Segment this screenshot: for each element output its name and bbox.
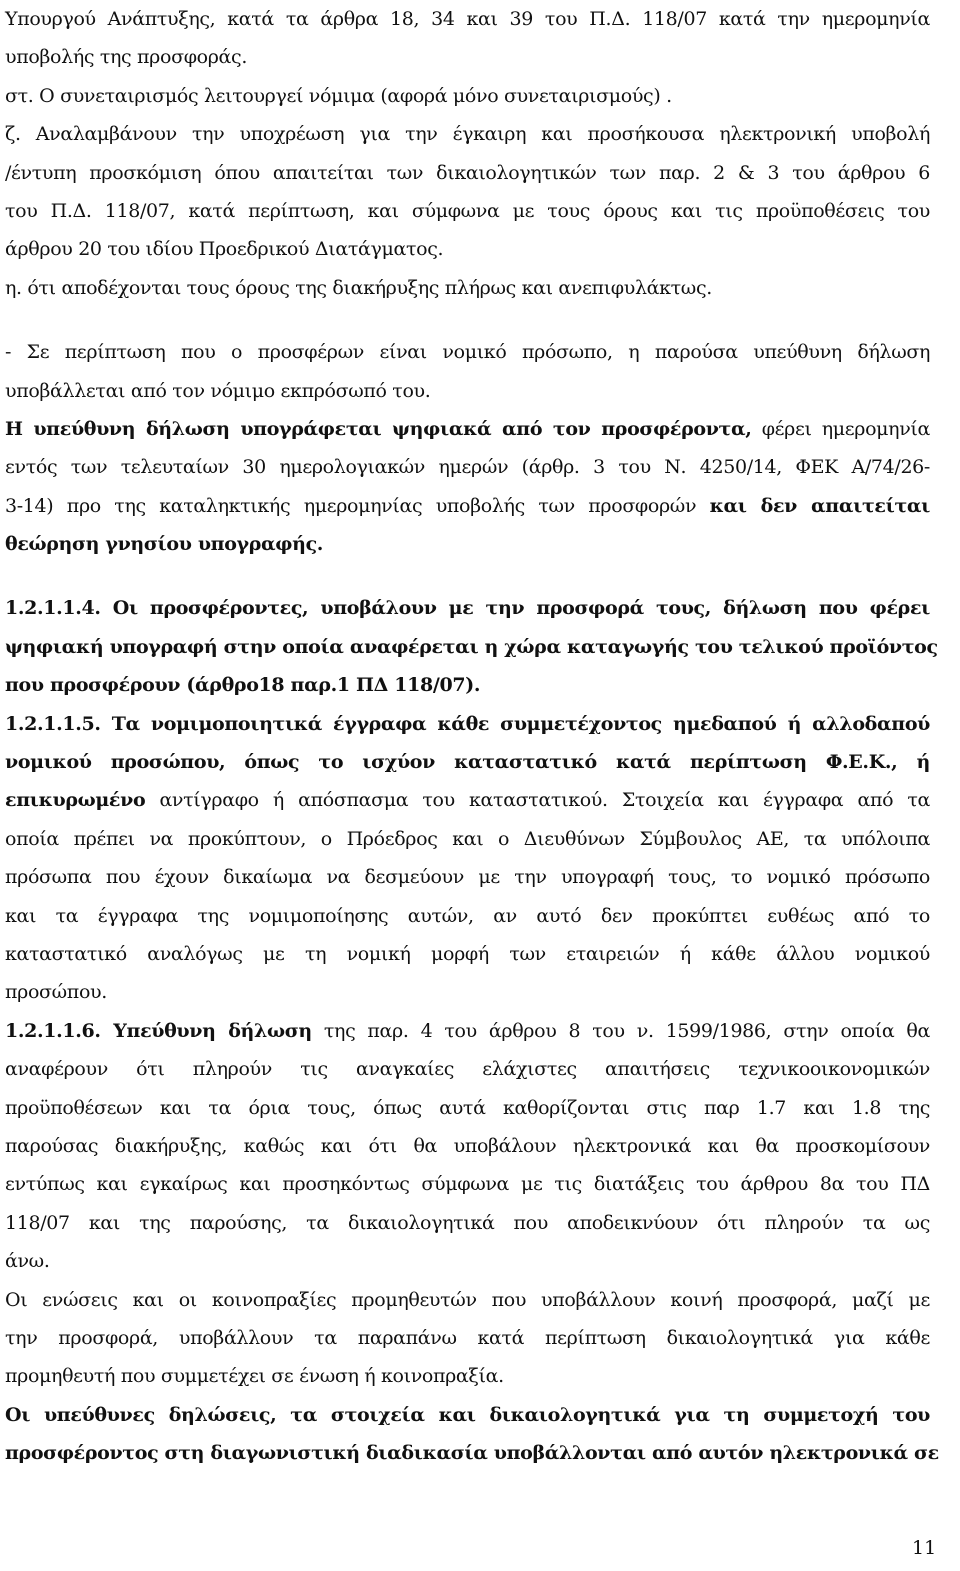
bold-span: επικυρωμένο [5,789,146,812]
section-heading [5,1012,930,1050]
section-heading [5,705,930,743]
text-line [5,410,930,448]
text-line: προμηθευτή που συμμετέχει σε ένωση ή κοινοπραξία. [5,1365,504,1388]
text-line [5,666,930,704]
bold-span: θεώρηση γνησίου υπογραφής. [5,533,324,556]
text-line: προσώπου. [5,981,107,1004]
text-line [5,628,938,666]
text-line: υποβάλλεται από τον νόμιμο εκπρόσωπό του. [5,379,431,402]
text-line: πρόσωπα που έχουν δικαίωμα να δεσμεύουν με την υπογραφή τους, το νομικό πρόσωπο [5,866,930,889]
section-heading [5,589,930,627]
bold-span: νομικού προσώπου, όπως το ισχύον καταστατικό κατά περίπτωση Φ.Ε.Κ., ή [5,751,930,774]
text-line: εντύπως και εγκαίρως και προσηκόντως σύμφωνα με τις διατάξεις του άρθρου 8α του ΠΔ [5,1173,930,1196]
text-line: εντός των τελευταίων 30 ημερολογιακών ημερών (άρθρ. 3 του Ν. 4250/14, ΦΕΚ Α/74/26- [5,456,930,479]
text-line [5,1396,930,1434]
bold-span: και δεν απαιτείται [709,494,930,517]
text-line: αναφέρουν ότι πληρούν τις αναγκαίες ελάχιστες απαιτήσεις τεχνικοοικονομικών [5,1058,930,1081]
text-line: προϋποθέσεων και τα όρια τους, όπως αυτά καθορίζονται στις παρ 1.7 και 1.8 της [5,1096,930,1119]
bold-span: ψηφιακή υπογραφή στην οποία αναφέρεται η χώρα καταγωγής του τελικού προϊόντος [5,635,938,658]
text-line: - Σε περίπτωση που ο προσφέρων είναι νομικό πρόσωπο, η παρούσα υπεύθυνη δήλωση [5,341,930,364]
text-line: στ. Ο συνεταιρισμός λειτουργεί νόμιμα (αφορά μόνο συνεταιρισμούς) . [5,84,672,107]
text-line: άρθρου 20 του ιδίου Προεδρικού Διατάγματος. [5,238,444,261]
text-line: /έντυπη προσκόμιση όπου απαιτείται των δικαιολογητικών των παρ. 2 & 3 του άρθρου 6 [5,161,930,184]
text-line: καταστατικό αναλόγως με τη νομική μορφή των εταιρειών ή κάθε άλλου νομικού [5,942,930,965]
bold-span: Οι υπεύθυνες δηλώσεις, τα στοιχεία και δικαιολογητικά για τη συμμετοχή του [5,1403,930,1426]
bold-span: 1.2.1.1.6. Υπεύθυνη δήλωση [5,1019,312,1042]
text-line [5,743,930,781]
text-line [5,1434,939,1472]
bold-span: 1.2.1.1.5. Τα νομιμοποιητικά έγγραφα κάθε συμμετέχοντος ημεδαπού ή αλλοδαπού [5,712,930,735]
normal-span: φέρει ημερομηνία [751,417,930,440]
text-line [5,487,930,525]
text-line: Υπουργού Ανάπτυξης, κατά τα άρθρα 18, 34 και 39 του Π.Δ. 118/07 κατά την ημερομηνία [5,8,930,30]
text-line: την προσφορά, υποβάλλουν τα παραπάνω κατά περίπτωση δικαιολογητικά για κάθε [5,1326,930,1349]
text-line: του Π.Δ. 118/07, κατά περίπτωση, και σύμφωνα με τους όρους και τις προϋποθέσεις του [5,199,930,222]
normal-span: 3-14) προ της καταληκτικής ημερομηνίας υποβολής των προσφορών [5,494,710,517]
bold-span: προσφέροντος στη διαγωνιστική διαδικασία υποβάλλονται από αυτόν ηλεκτρονικά σε [5,1442,939,1465]
text-line [5,525,930,563]
bold-span: Η υπεύθυνη δήλωση υπογράφεται ψηφιακά από τον προσφέροντα, [5,417,752,440]
text-line: και τα έγγραφα της νομιμοποίησης αυτών, αν αυτό δεν προκύπτει ευθέως από το [5,904,930,927]
text-line: ζ. Αναλαμβάνουν την υποχρέωση για την έγκαιρη και προσήκουσα ηλεκτρονική υποβολή [5,123,930,146]
text-line: 118/07 και της παρούσης, τα δικαιολογητικά που αποδεικνύουν ότι πληρούν τα ως [5,1211,930,1234]
text-line: η. ότι αποδέχονται τους όρους της διακήρυξης πλήρως και ανεπιφυλάκτως. [5,276,712,299]
text-line [5,781,930,819]
text-line: οποία πρέπει να προκύπτουν, ο Πρόεδρος και ο Διευθύνων Σύμβουλος ΑΕ, τα υπόλοιπα [5,827,930,850]
normal-span: της παρ. 4 του άρθρου 8 του ν. 1599/1986, στην οποία θα [311,1019,930,1042]
text-line: υποβολής της προσφοράς. [5,46,248,69]
normal-span: αντίγραφο ή απόσπασμα του καταστατικού. Στοιχεία και έγγραφα από τα [145,789,930,812]
bold-span: που προσφέρουν (άρθρο18 παρ.1 ΠΔ 118/07). [5,674,481,697]
text-line: Οι ενώσεις και οι κοινοπραξίες προμηθευτών που υποβάλλουν κοινή προσφορά, μαζί με [5,1288,930,1311]
document-page [5,0,939,1472]
bold-span: 1.2.1.1.4. Οι προσφέροντες, υποβάλουν με την προσφορά τους, δήλωση που φέρει [5,597,930,620]
page-number: 11 [912,1537,937,1559]
text-line: άνω. [5,1250,50,1273]
text-line: παρούσας διακήρυξης, καθώς και ότι θα υποβάλουν ηλεκτρονικά και θα προσκομίσουν [5,1134,930,1157]
